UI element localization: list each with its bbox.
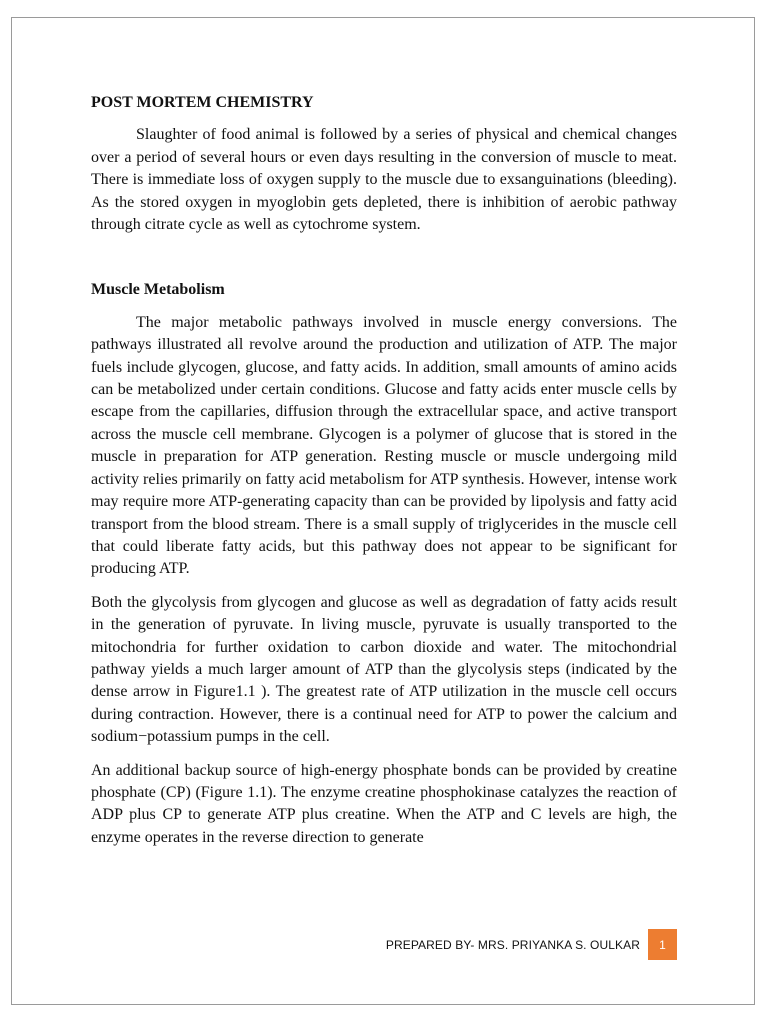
document-title: POST MORTEM CHEMISTRY [91,94,314,111]
body-paragraph: The major metabolic pathways involved in muscle energy conversions. The pathways illustrated all revolve around the production and utilization of ATP. The major fuels include glycogen, glucose, and fatty acids. In addition, small amounts of amino acids can be metabolized under certain conditions. Glucose and fatty acids enter muscle cells by escape from the capillaries, diffusion through the extracellular space, and active transport across the muscle cell membrane. Glycogen is a polymer of glucose that is stored in the muscle in preparation for ATP generation. Resting muscle or muscle undergoing mild activity relies primarily on fatty acid metabolism for ATP synthesis. However, intense work may require more ATP-generating capacity than can be provided by lipolysis and fatty acid transport from the blood stream. There is a small supply of triglycerides in the muscle cell that could liberate fatty acids, but this pathway does not appear to be significant for producing ATP. [91,313,677,578]
page-number-badge: 1 [648,929,677,960]
document-body [91,92,677,860]
section-spacer [91,247,677,279]
body-paragraph: Both the glycolysis from glycogen and glucose as well as degradation of fatty acids result in the generation of pyruvate. In living muscle, pyruvate is usually transported to the mitochondria for further oxidation to carbon dioxide and water. The mitochondrial pathway yields a much larger amount of ATP than the glycolysis steps (indicated by the dense arrow in Figure1.1 ). The greatest rate of ATP utilization in the muscle cell occurs during contraction. However, there is a continual need for ATP to power the calcium and sodium−potassium pumps in the cell. [91,593,677,746]
footer-author: PREPARED BY- MRS. PRIYANKA S. OULKAR [385,937,640,952]
body-paragraph: An additional backup source of high-energy phosphate bonds can be provided by creatine phosphate (CP) (Figure 1.1). The enzyme creatine phosphokinase catalyzes the reaction of ADP plus CP to generate ATP plus creatine. When the ATP and C levels are high, the enzyme operates in the reverse direction to generate [91,761,677,846]
intro-paragraph: Slaughter of food animal is followed by a series of physical and chemical changes over a period of several hours or even days resulting in the conversion of muscle to meat. There is immediate loss of oxygen supply to the muscle due to exsanguinations (bleeding). As the stored oxygen in myoglobin gets depleted, there is inhibition of aerobic pathway through citrate cycle as well as cytochrome system. [91,126,677,234]
page-footer [386,929,677,960]
section-heading: Muscle Metabolism [91,281,225,299]
